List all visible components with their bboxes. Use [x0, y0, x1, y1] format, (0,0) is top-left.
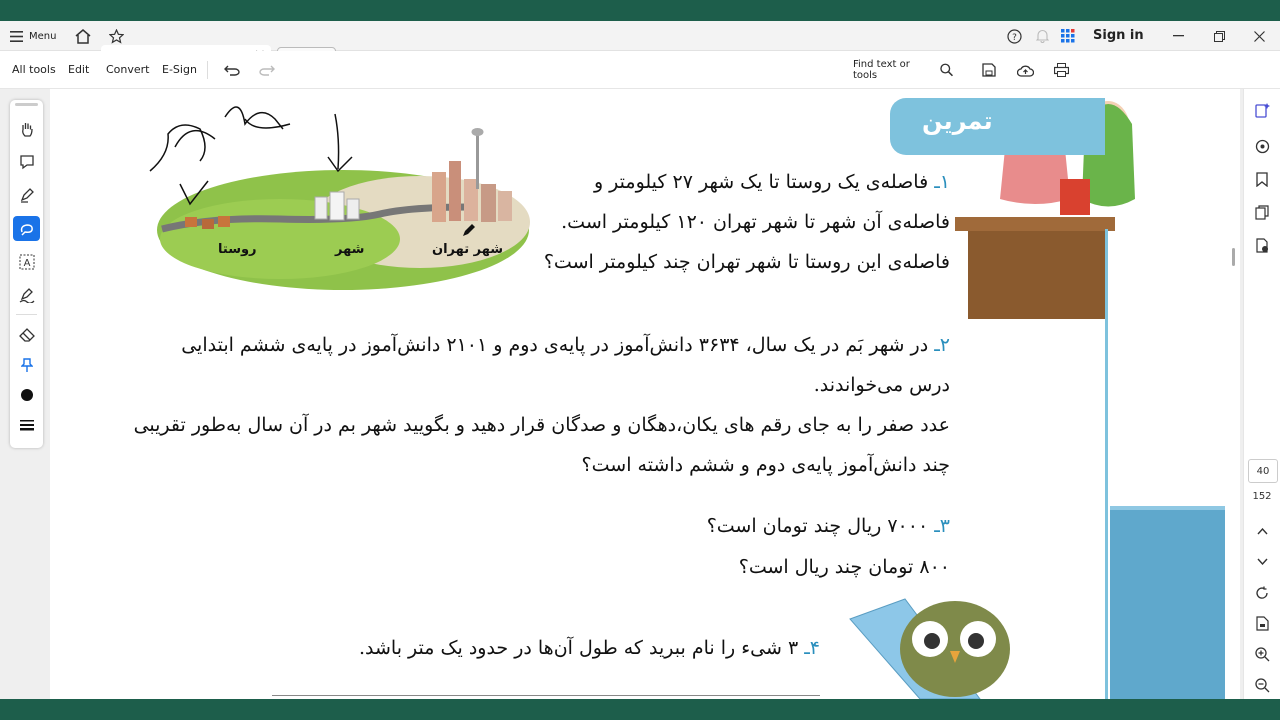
chat-icon [1255, 139, 1270, 154]
panel-grip[interactable] [15, 103, 38, 106]
hamburger-icon [10, 31, 23, 42]
find-text-label: Find text or tools [853, 59, 910, 81]
city-label: شهر [335, 242, 365, 257]
esign-button[interactable]: E-Sign [162, 63, 197, 76]
print-button[interactable] [1051, 60, 1071, 80]
restore-icon [1214, 31, 1225, 42]
home-button[interactable] [73, 26, 93, 46]
convert-button[interactable]: Convert [106, 63, 150, 76]
eraser-icon [19, 328, 35, 342]
all-tools-button[interactable]: All tools [12, 63, 56, 76]
bookmark-icon [1255, 172, 1269, 187]
redo-icon [259, 64, 275, 76]
ai-doc-icon [1255, 103, 1270, 118]
question-1-line-1 [594, 171, 950, 193]
svg-text:A: A [23, 258, 30, 269]
left-tool-panel [10, 100, 43, 448]
tehran-label: شهر تهران [432, 242, 504, 257]
question-3-line-1 [707, 515, 950, 537]
pen-sign-icon [19, 287, 35, 303]
edit-button[interactable]: Edit [68, 63, 90, 76]
search-icon [940, 63, 953, 77]
window-bottom-frame [0, 699, 1280, 720]
bookmarks-button[interactable] [1252, 169, 1272, 189]
question-4-number: ۴ـ [804, 637, 820, 659]
help-icon [1007, 29, 1022, 44]
question-4-text-1: ۳ شیء را نام ببرید که طول آن‌ها در حدود یک متر باشد. [359, 637, 799, 659]
eraser-tool-button[interactable] [14, 323, 39, 347]
pen-cursor-icon [461, 222, 477, 238]
text-box-tool-button[interactable] [14, 250, 39, 274]
redo-button[interactable] [257, 60, 277, 80]
close-icon [1254, 31, 1265, 42]
menu-label: Menu [29, 30, 57, 42]
question-3-text-1: ۷۰۰۰ ریال چند تومان است؟ [706, 515, 929, 537]
decorative-panel [1105, 229, 1225, 699]
ai-summary-button[interactable] [1252, 100, 1272, 120]
highlighter-icon [19, 187, 35, 203]
extract-page-button[interactable] [1252, 613, 1272, 633]
question-2-line-1 [181, 334, 950, 356]
question-1-text-1: فاصله‌ی یک روستا تا یک شهر ۲۷ کیلومتر و [593, 171, 929, 193]
minimize-button[interactable] [1168, 26, 1188, 46]
question-1-line-3: فاصله‌ی این روستا تا شهر تهران چند کیلومتر است؟ [543, 251, 950, 273]
question-2-number: ۲ـ [934, 334, 950, 356]
favorite-button[interactable] [106, 26, 126, 46]
page-footer-line [272, 695, 820, 696]
pin-icon [21, 358, 33, 373]
question-2-line-3: عدد صفر را به جای رقم های یکان،دهگان و صدگان قرار دهید و بگویید شهر بم در آن سال به‌طور تقریبی [133, 414, 950, 436]
highlight-tool-button[interactable] [14, 183, 39, 207]
pdf-page[interactable] [50, 89, 1240, 699]
pages-icon [1255, 205, 1269, 220]
draw-tool-button[interactable] [13, 216, 40, 241]
page-count: 152 [1252, 491, 1272, 502]
chevron-down-icon [1257, 558, 1268, 565]
rotate-button[interactable] [1252, 583, 1272, 603]
home-icon [75, 29, 91, 44]
question-2-text-1: در شهر بَم در یک سال، ۳۶۳۴ دانش‌آموز در پایه‌ی دوم و ۲۱۰۱ دانش‌آموز در پایه‌ی ششم ابتدایی [181, 334, 929, 356]
next-page-button[interactable] [1252, 551, 1272, 571]
undo-button[interactable] [222, 60, 242, 80]
rotate-icon [1255, 586, 1269, 600]
page-extract-icon [1256, 616, 1269, 631]
window-top-frame [0, 0, 1280, 21]
question-3-number: ۳ـ [934, 515, 950, 537]
owl-illustration [850, 599, 1010, 699]
svg-text:?: ? [1011, 32, 1017, 43]
question-2-line-2: درس می‌خواندند. [813, 374, 950, 396]
undo-icon [224, 64, 240, 76]
tool-divider [16, 314, 37, 315]
color-picker-button[interactable] [14, 383, 39, 407]
attachments-button[interactable] [1252, 235, 1272, 255]
vertical-scrollbar-thumb[interactable] [1232, 248, 1235, 266]
sign-in-link[interactable]: Sign in [1093, 28, 1144, 43]
restore-button[interactable] [1209, 26, 1229, 46]
question-4-line-1 [359, 637, 820, 659]
toolbar-divider [207, 61, 208, 79]
question-1-line-2: فاصله‌ی آن شهر تا شهر تهران ۱۲۰ کیلومتر است. [561, 211, 950, 233]
acrobat-toolbar [0, 51, 1280, 89]
apps-grid-icon [1061, 29, 1075, 43]
title-bar [0, 21, 1280, 51]
minimize-icon [1173, 35, 1184, 37]
right-tool-rail [1243, 89, 1280, 699]
question-3-line-2: ۸۰۰ تومان چند ریال است؟ [738, 556, 950, 578]
distance-illustration [157, 128, 530, 290]
question-2-line-4: چند دانش‌آموز پایه‌ی دوم و ششم داشته است؟ [581, 454, 950, 476]
apps-button[interactable] [1059, 26, 1077, 46]
exercise-banner-title: تمرين [922, 107, 993, 135]
comment-tool-button[interactable] [14, 150, 39, 174]
cloud-upload-icon [1017, 64, 1034, 77]
find-text-search[interactable] [853, 59, 953, 81]
zoom-out-icon [1255, 678, 1270, 693]
close-window-button[interactable] [1249, 26, 1269, 46]
save-button[interactable] [979, 60, 999, 80]
notifications-button[interactable] [1033, 26, 1051, 46]
text-box-icon [19, 254, 35, 270]
line-weight-button[interactable] [14, 413, 39, 437]
line-weight-icon [20, 419, 34, 431]
sign-tool-button[interactable] [14, 283, 39, 307]
hand-tool-button[interactable] [14, 117, 39, 141]
printer-icon [1054, 63, 1069, 77]
star-icon [109, 29, 124, 44]
zoom-in-button[interactable] [1252, 644, 1272, 664]
comment-icon [19, 154, 35, 170]
bell-icon [1036, 29, 1049, 43]
question-1-number: ۱ـ [934, 171, 950, 193]
freehand-draw-icon [19, 222, 35, 236]
pin-tool-button[interactable] [14, 353, 39, 377]
hand-icon [19, 121, 35, 137]
chevron-up-icon [1257, 528, 1268, 535]
upload-cloud-button[interactable] [1015, 60, 1035, 80]
zoom-in-icon [1255, 647, 1270, 662]
village-label: روستا [218, 242, 257, 257]
help-button[interactable] [1005, 26, 1023, 46]
comments-panel-button[interactable] [1252, 136, 1272, 156]
page-number-input[interactable]: 40 [1248, 459, 1278, 483]
previous-page-button[interactable] [1252, 521, 1272, 541]
zoom-out-button[interactable] [1252, 675, 1272, 695]
color-dot-icon [20, 388, 34, 402]
menu-button[interactable] [10, 27, 70, 45]
save-icon [982, 63, 996, 77]
page-thumbnails-button[interactable] [1252, 202, 1272, 222]
file-settings-icon [1255, 238, 1270, 253]
